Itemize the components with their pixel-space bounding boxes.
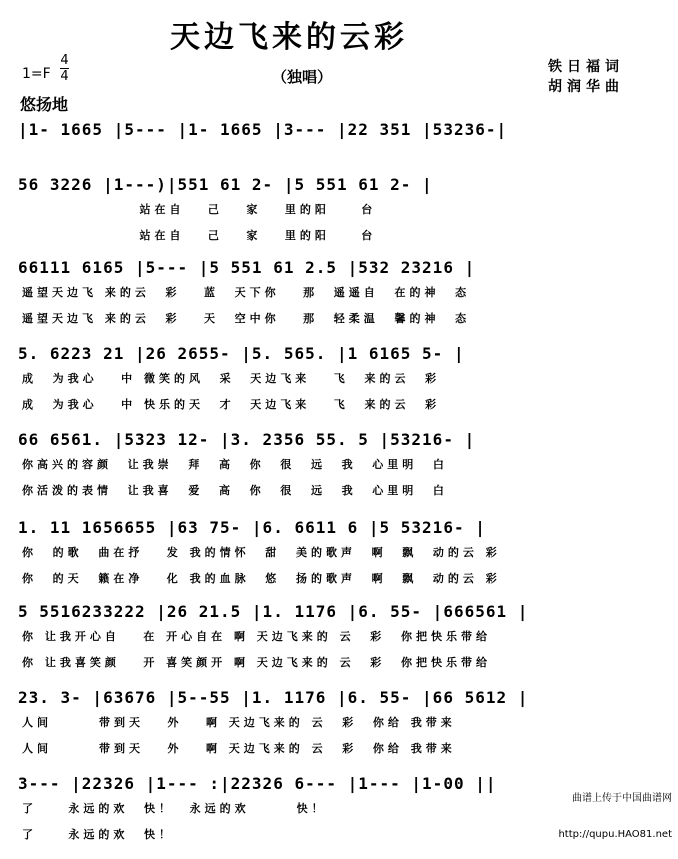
lyrics-verse-1: 站在自 己 家 里的阳 台 (22, 203, 377, 216)
meter-top: 4 (60, 53, 69, 68)
meter-bottom: 4 (60, 69, 69, 84)
lyrics-verse-2: 你 的天 籁在净 化 我的血脉 悠 扬的歌声 啊 飘 动的云 彩 (22, 572, 501, 585)
lyricist-credit: 铁日福词 (548, 59, 624, 75)
notation-line: 5. 6223 21 |26 2655- |5. 565. |1 6165 5- | (18, 344, 465, 363)
watermark-line-2: http://qupu.HAO81.net (558, 829, 672, 840)
lyrics-verse-1: 你高兴的容颜 让我崇 拜 高 你 很 远 我 心里明 白 (22, 458, 448, 471)
lyrics-verse-1: 人间 带到天 外 啊 天边飞来的 云 彩 你给 我带来 (22, 716, 456, 729)
notation-line: 23. 3- |63676 |5--55 |1. 1176 |6. 55- |66 5612 | (18, 688, 529, 707)
lyrics-verse-1: 你 让我开心自 在 开心自在 啊 天边飞来的 云 彩 你把快乐带给 (22, 630, 491, 643)
notation-line: 1. 11 1656655 |63 75- |6. 6611 6 |5 53216- | (18, 518, 486, 537)
lyrics-verse-2: 你 让我喜笑颜 开 喜笑颜开 啊 天边飞来的 云 彩 你把快乐带给 (22, 656, 491, 669)
notation-line: 56 3226 |1---)|551 61 2- |5 551 61 2- | (18, 175, 433, 194)
notation-line: 66111 6165 |5--- |5 551 61 2.5 |532 23216 | (18, 258, 476, 277)
composer-credit: 胡润华曲 (548, 79, 624, 95)
lyrics-verse-1: 遥望天边飞 来的云 彩 蓝 天下你 那 遥遥自 在的神 态 (22, 286, 471, 299)
lyrics-verse-2: 站在自 己 家 里的阳 台 (22, 229, 377, 242)
key-signature: 1=F (22, 66, 51, 82)
lyrics-verse-1: 你 的歌 曲在抒 发 我的情怀 甜 美的歌声 啊 飘 动的云 彩 (22, 546, 501, 559)
lyrics-verse-1: 了 永远的欢 快！ 永远的欢 快！ (22, 802, 327, 815)
watermark-line-1: 曲谱上传于中国曲谱网 (572, 793, 672, 804)
notation-line: 3--- |22326 |1--- :|22326 6--- |1--- |1-00 || (18, 774, 497, 793)
notation-line: 66 6561. |5323 12- |3. 2356 55. 5 |53216- | (18, 430, 476, 449)
tempo-marking: 悠扬地 (20, 95, 69, 114)
lyrics-verse-1: 成 为我心 中 微笑的风 采 天边飞来 飞 来的云 彩 (22, 372, 441, 385)
lyrics-verse-2: 成 为我心 中 快乐的天 才 天边飞来 飞 来的云 彩 (22, 398, 441, 411)
performance-note: （独唱） (272, 68, 333, 86)
notation-line: |1- 1665 |5--- |1- 1665 |3--- |22 351 |53236-| (18, 120, 508, 139)
song-title: 天边飞来的云彩 (170, 20, 408, 55)
lyrics-verse-2: 你活泼的表情 让我喜 爱 高 你 很 远 我 心里明 白 (22, 484, 448, 497)
source-watermark (558, 769, 672, 853)
lyrics-verse-2: 人间 带到天 外 啊 天边飞来的 云 彩 你给 我带来 (22, 742, 456, 755)
lyrics-verse-2: 了 永远的欢 快！ (22, 828, 174, 841)
lyrics-verse-2: 遥望天边飞 来的云 彩 天 空中你 那 轻柔温 馨的神 态 (22, 312, 471, 325)
notation-line: 5 5516233222 |26 21.5 |1. 1176 |6. 55- |666561 | (18, 602, 529, 621)
time-signature (60, 54, 69, 83)
